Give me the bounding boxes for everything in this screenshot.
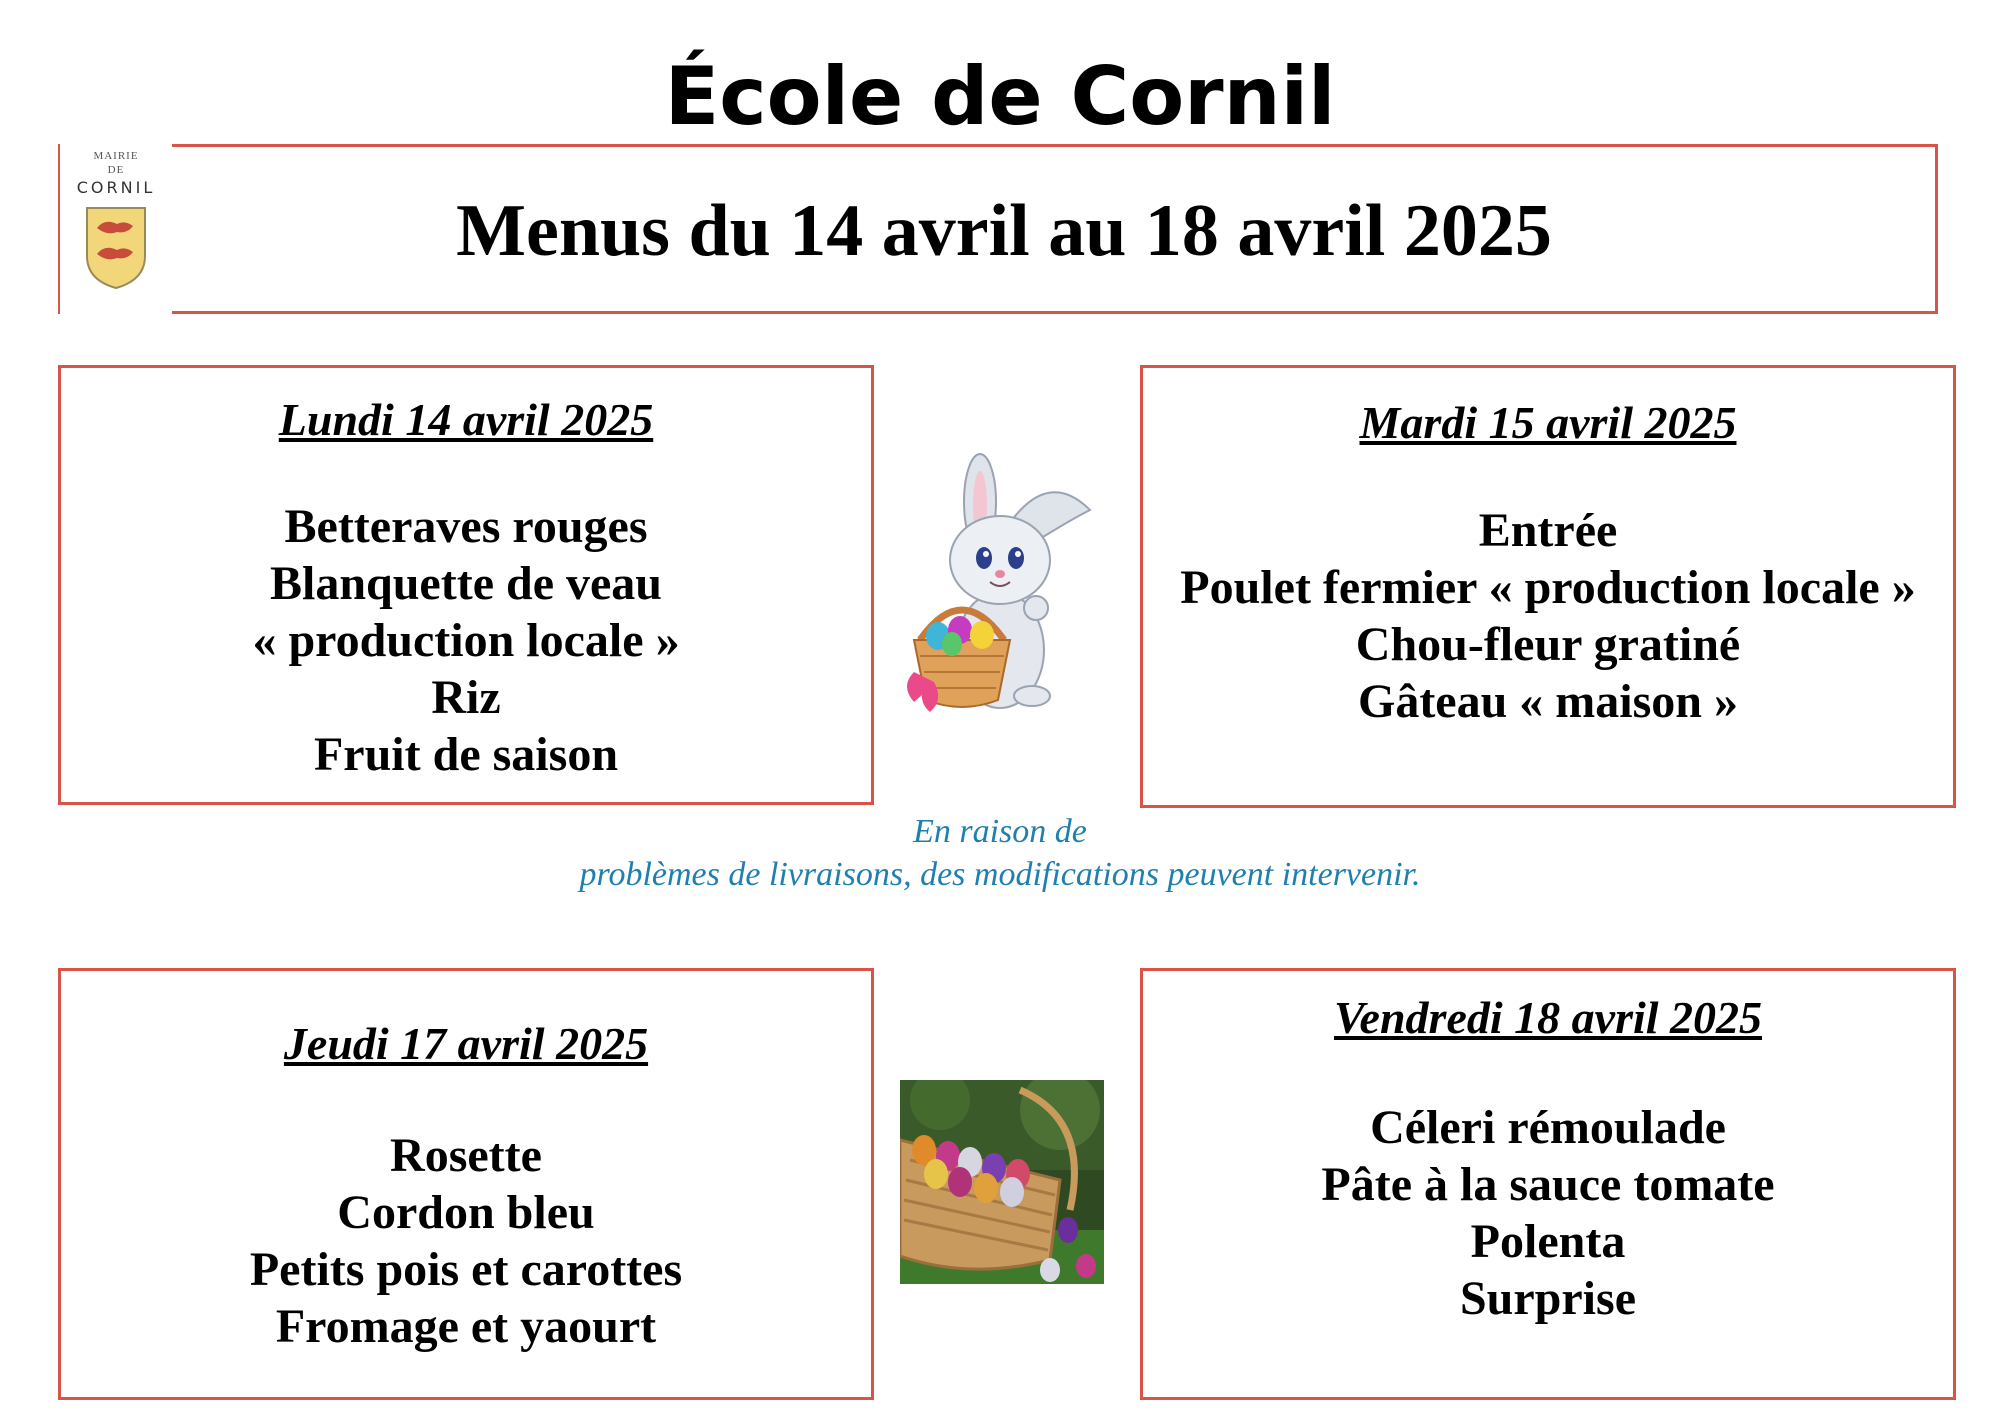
- day-title: Jeudi 17 avril 2025: [283, 1018, 649, 1069]
- easter-egg-basket-image: [900, 1080, 1104, 1284]
- menu-item: Gâteau « maison »: [1357, 675, 1738, 728]
- menu-item: Fruit de saison: [313, 728, 619, 781]
- menu-item: Polenta: [1470, 1215, 1626, 1268]
- logo-line-2: DE: [107, 164, 125, 176]
- day-title: Lundi 14 avril 2025: [278, 394, 654, 445]
- cornil-logo: [60, 142, 172, 316]
- menu-item: Cordon bleu: [337, 1186, 595, 1239]
- menu-item: Riz: [431, 671, 501, 724]
- day-card-monday: [58, 365, 874, 805]
- menu-item: Petits pois et carottes: [249, 1243, 683, 1296]
- notice-line-2: problèmes de livraisons, des modifications peuvent intervenir.: [579, 856, 1421, 893]
- menu-item: Pâte à la sauce tomate: [1321, 1158, 1775, 1211]
- menu-item: Betteraves rouges: [284, 500, 648, 553]
- logo-line-1: MAIRIE: [93, 150, 139, 162]
- menu-item: Poulet fermier « production locale »: [1180, 561, 1916, 614]
- coat-of-arms-icon: [83, 204, 149, 290]
- day-card-tuesday: [1140, 365, 1956, 808]
- delivery-notice: [0, 810, 2000, 896]
- menu-item: « production locale »: [252, 614, 680, 667]
- menu-item: Blanquette de veau: [269, 557, 662, 610]
- menu-item: Fromage et yaourt: [275, 1300, 657, 1353]
- menu-item: Céleri rémoulade: [1370, 1101, 1726, 1154]
- day-menu-items: [61, 498, 871, 783]
- menu-item: Surprise: [1459, 1272, 1636, 1325]
- day-card-thursday: [58, 968, 874, 1400]
- page-title: École de Cornil: [664, 50, 1336, 143]
- menu-item: Rosette: [390, 1129, 542, 1182]
- day-card-friday: [1140, 968, 1956, 1400]
- menu-period-title: Menus du 14 avril au 18 avril 2025: [456, 190, 1552, 272]
- menu-item: Chou-fleur gratiné: [1355, 618, 1741, 671]
- notice-line-1: En raison de: [913, 813, 1087, 850]
- day-menu-items: [1143, 502, 1953, 730]
- logo-name: CORNIL: [76, 178, 156, 197]
- menu-item: Entrée: [1478, 504, 1618, 557]
- day-title: Mardi 15 avril 2025: [1359, 397, 1737, 448]
- day-menu-items: [61, 1127, 871, 1355]
- day-menu-items: [1143, 1099, 1953, 1327]
- day-title: Vendredi 18 avril 2025: [1333, 992, 1763, 1043]
- easter-bunny-icon: [900, 450, 1110, 720]
